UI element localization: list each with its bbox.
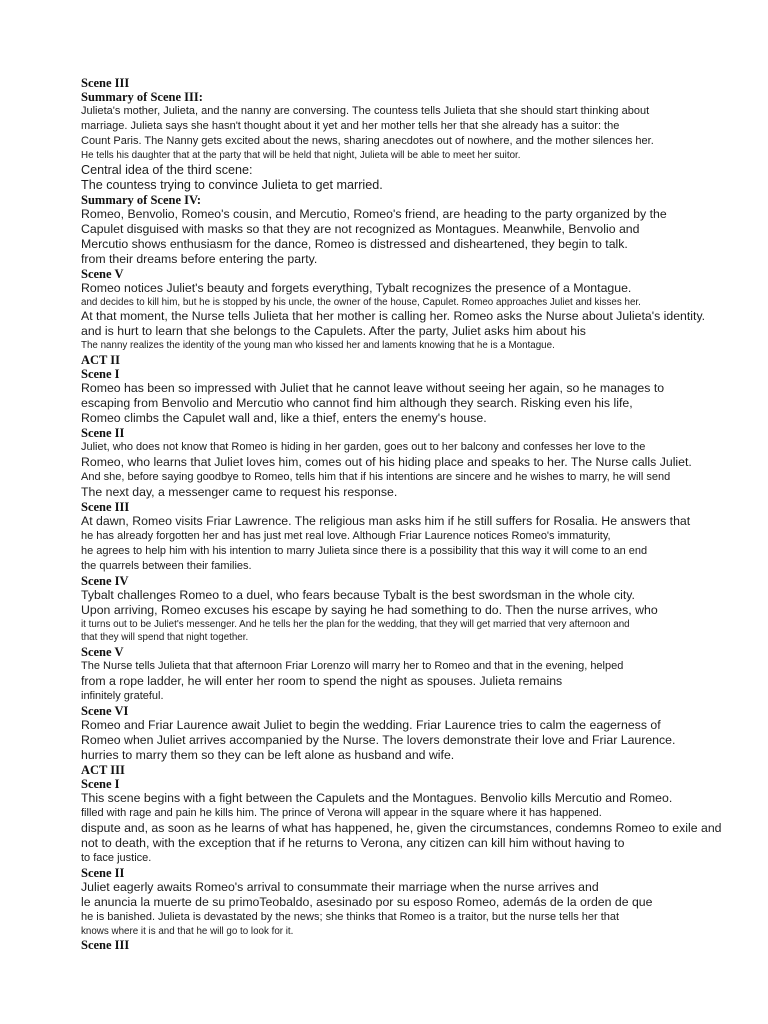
section-heading: Summary of Scene III: <box>81 90 203 104</box>
text-line: Romeo climbs the Capulet wall and, like a thief, enters the enemy's house. <box>81 410 487 425</box>
section-heading: Scene II <box>81 425 125 440</box>
text-line: hurries to marry them so they can be left alone as husband and wife. <box>81 747 455 762</box>
text-line: This scene begins with a fight between the Capulets and the Montagues. Benvolio kills Mercutio and Romeo. <box>81 790 673 805</box>
section-heading: ACT II <box>81 352 121 367</box>
section-heading: Scene III <box>81 938 130 952</box>
text-line: and is hurt to learn that she belongs to the Capulets. After the party, Juliet asks him about his <box>81 324 586 338</box>
text-line: le anuncia la muerte de su primoTeobaldo, asesinado por su esposo Romeo, además de la orden de que <box>81 894 653 909</box>
text-line: he is banished. Julieta is devastated by the news; she thinks that Romeo is a traitor, but the nurse tells her that <box>81 910 620 923</box>
text-line: Juliet, who does not know that Romeo is hiding in her garden, goes out to her balcony and confesses her love to the <box>81 440 646 453</box>
text-line: At dawn, Romeo visits Friar Lawrence. The religious man asks him if he still suffers for Rosalia. He answers that <box>81 513 691 528</box>
text-line: the quarrels between their families. <box>81 559 252 572</box>
text-line: that they will spend that night together. <box>81 632 249 643</box>
text-line: he has already forgotten her and has just met real love. Although Friar Laurence notices Romeo's immaturity, <box>81 529 611 542</box>
text-line: Juliet eagerly awaits Romeo's arrival to consummate their marriage when the nurse arrives and <box>81 879 599 894</box>
text-line: knows where it is and that he will go to look for it. <box>81 925 294 937</box>
section-heading: Scene II <box>81 865 125 880</box>
section-heading: Scene I <box>81 366 120 381</box>
section-heading: ACT III <box>81 762 125 777</box>
text-line: Tybalt challenges Romeo to a duel, who fears because Tybalt is the best swordsman in the whole city. <box>81 587 635 602</box>
section-heading: Scene I <box>81 776 120 791</box>
text-line: from a rope ladder, he will enter her room to spend the night as spouses. Julieta remains <box>81 673 563 688</box>
text-line: Romeo and Friar Laurence await Juliet to begin the wedding. Friar Laurence tries to calm the eagerness of <box>81 717 661 732</box>
text-line: Romeo has been so impressed with Juliet that he cannot leave without seeing her again, so he manages to <box>81 380 665 395</box>
text-line: marriage. Julieta says she hasn't thought about it yet and her mother tells her that she already has a suitor: the <box>81 120 620 132</box>
text-line: and decides to kill him, but he is stopped by his uncle, the owner of the house, Capulet. Romeo approaches Juliet and kisses her. <box>81 296 641 308</box>
document-page <box>81 76 741 952</box>
text-line: And she, before saying goodbye to Romeo, tells him that if his intentions are sincere and he wishes to marry, he will send <box>81 470 671 483</box>
text-line: dispute and, as soon as he learns of what has happened, he, given the circumstances, condemns Romeo to exile and <box>81 820 722 835</box>
text-line: Count Paris. The Nanny gets excited about the news, sharing anecdotes out of nowhere, and the mother silences her. <box>81 135 654 147</box>
section-heading: Scene V <box>81 266 124 281</box>
section-heading: Scene V <box>81 644 124 659</box>
text-line: from their dreams before entering the party. <box>81 251 318 266</box>
text-line: he agrees to help him with his intention to marry Julieta since there is a possibility that this way it will come to an end <box>81 544 648 557</box>
text-line: Romeo, Benvolio, Romeo's cousin, and Mercutio, Romeo's friend, are heading to the party organized by the <box>81 206 667 221</box>
section-heading: Scene III <box>81 499 130 514</box>
text-line: Capulet disguised with masks so that they are not recognized as Montagues. Meanwhile, Benvolio and <box>81 221 640 236</box>
section-heading: Scene III <box>81 76 130 90</box>
text-line: Romeo notices Juliet's beauty and forgets everything, Tybalt recognizes the presence of a Montague. <box>81 280 632 295</box>
section-heading: Summary of Scene IV: <box>81 192 202 207</box>
text-line: At that moment, the Nurse tells Julieta that her mother is calling her. Romeo asks the Nurse about Julieta's identity. <box>81 309 706 323</box>
text-line: not to death, with the exception that if he returns to Verona, any citizen can kill him without having to <box>81 835 625 850</box>
text-line: He tells his daughter that at the party that will be held that night, Julieta will be able to meet her suitor. <box>81 150 521 161</box>
text-line: escaping from Benvolio and Mercutio who cannot find him although they search. Risking even his life, <box>81 395 633 410</box>
text-line: Romeo, who learns that Juliet loves him, comes out of his hiding place and speaks to her. The Nurse calls Juliet. <box>81 454 692 469</box>
text-line: Upon arriving, Romeo excuses his escape by saying he had something to do. Then the nurse arrives, who <box>81 602 658 617</box>
text-line: it turns out to be Juliet's messenger. And he tells her the plan for the wedding, that they will get married that very afternoon and <box>81 618 630 630</box>
text-line: Julieta's mother, Julieta, and the nanny are conversing. The countess tells Julieta that she should start thinking about <box>81 105 650 117</box>
section-heading: Scene IV <box>81 573 129 588</box>
section-heading: Scene VI <box>81 703 129 718</box>
text-line: Central idea of the third scene: <box>81 162 253 177</box>
text-line: Romeo when Juliet arrives accompanied by the Nurse. The lovers demonstrate their love and Friar Laurence. <box>81 732 676 747</box>
text-line: infinitely grateful. <box>81 689 164 702</box>
text-line: filled with rage and pain he kills him. The prince of Verona will appear in the square where it has happened. <box>81 806 602 819</box>
text-line: The Nurse tells Julieta that that afternoon Friar Lorenzo will marry her to Romeo and that in the evening, helped <box>81 659 624 672</box>
text-line: The nanny realizes the identity of the young man who kissed her and laments knowing that he is a Montague. <box>81 340 555 351</box>
text-line: Mercutio shows enthusiasm for the dance, Romeo is distressed and disheartened, they begin to talk. <box>81 236 628 251</box>
text-line: to face justice. <box>81 851 152 864</box>
text-line: The next day, a messenger came to request his response. <box>81 484 398 499</box>
text-line: The countess trying to convince Julieta to get married. <box>81 177 383 192</box>
